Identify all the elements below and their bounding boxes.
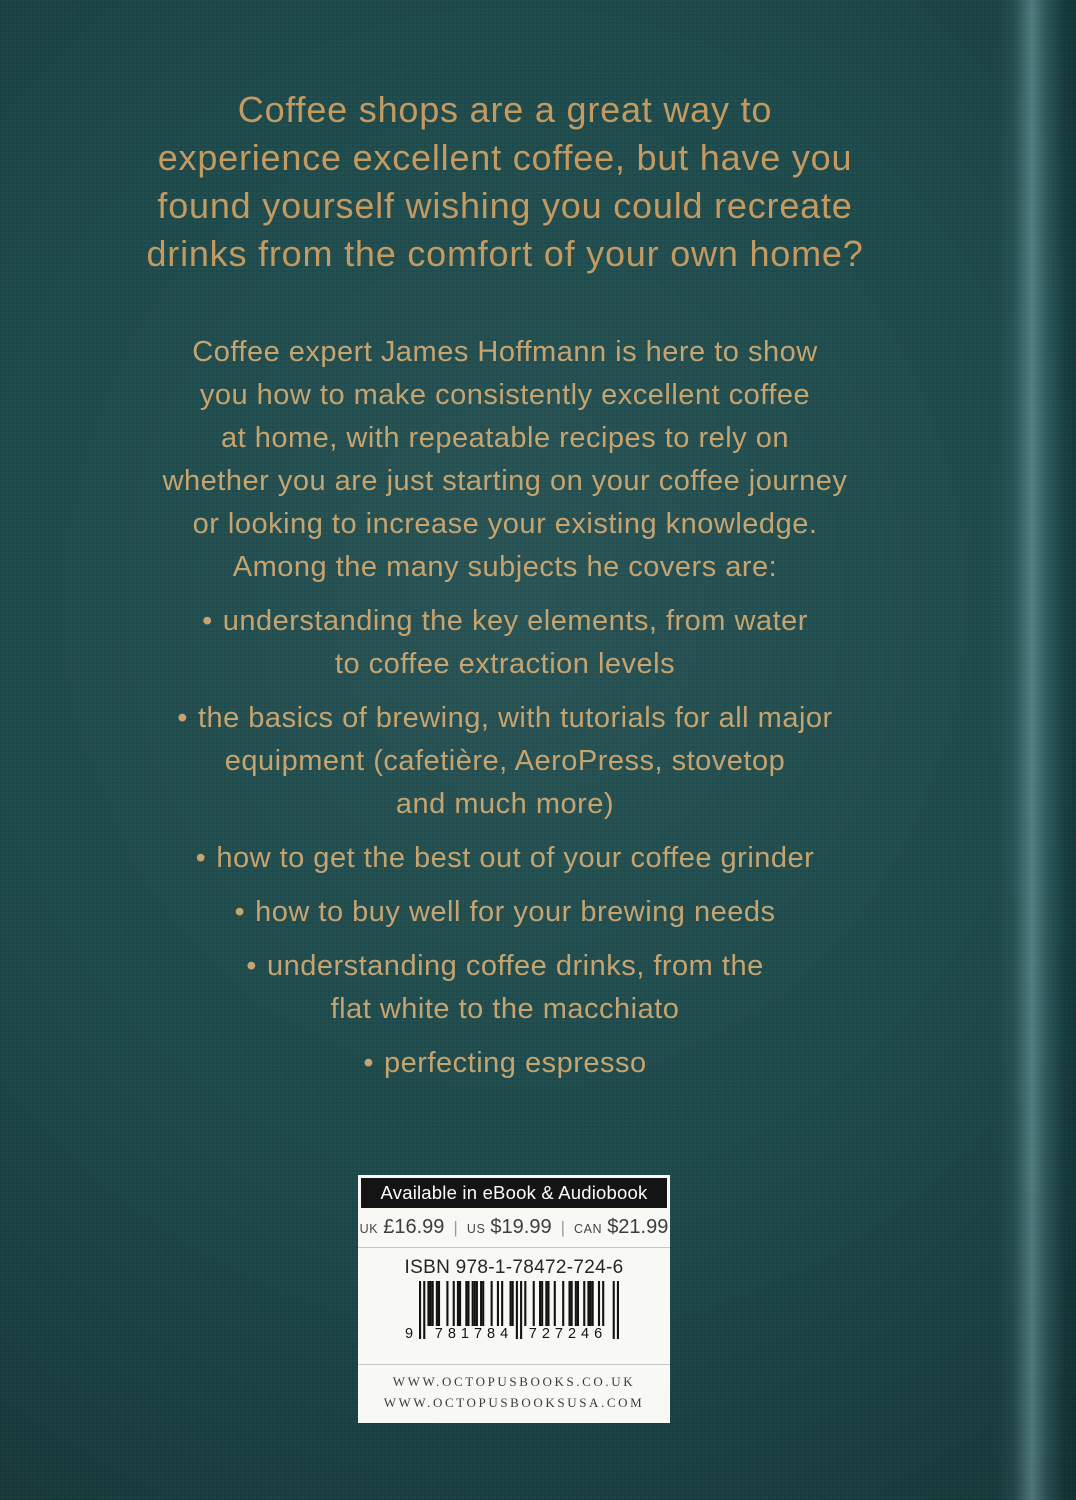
bullet-line xyxy=(25,837,985,880)
bullet-line: and much more) xyxy=(395,788,615,820)
price-region-label: CAN xyxy=(573,1222,603,1236)
bullet-item xyxy=(25,697,985,826)
bullet-line xyxy=(25,600,985,643)
isbn-number: ISBN 978-1-78472-724-6 xyxy=(404,1257,624,1278)
barcode-digits xyxy=(407,1326,621,1344)
price-region-label: UK xyxy=(359,1222,379,1236)
bullet-line: flat white to the macchiato xyxy=(330,993,680,1025)
intro-line: whether you are just starting on your coffee journey xyxy=(162,465,848,497)
bullet-line: to coffee extraction levels xyxy=(334,648,676,680)
price-amount: £16.99 xyxy=(383,1216,445,1238)
barcode xyxy=(407,1281,621,1357)
headline-line: experience excellent coffee, but have you xyxy=(157,137,853,178)
barcode-digit-group: 727246 xyxy=(528,1326,608,1342)
availability-text: Available in eBook & Audiobook xyxy=(380,1182,648,1203)
price-uk xyxy=(360,1216,445,1239)
bullet-dot: • xyxy=(246,950,257,982)
price-amount: $19.99 xyxy=(490,1216,552,1238)
bullet-line xyxy=(25,945,985,988)
cover-text-column xyxy=(25,0,985,1085)
bullet-item xyxy=(25,1042,985,1085)
bullet-dot: • xyxy=(234,896,246,928)
headline-line: found yourself wishing you could recreate xyxy=(157,185,853,226)
price-amount: $21.99 xyxy=(607,1216,669,1238)
bullet-list xyxy=(25,600,985,1085)
bullet-dot: • xyxy=(177,702,188,734)
availability-banner xyxy=(361,1178,667,1208)
bullet-line: equipment (cafetière, AeroPress, stovetop xyxy=(224,745,786,777)
intro-paragraph xyxy=(25,331,985,589)
bullet-text: understanding the key elements, from water xyxy=(222,605,808,637)
price-can xyxy=(574,1216,668,1239)
price-separator: | xyxy=(453,1217,458,1237)
bullet-text: the basics of brewing, with tutorials for all major xyxy=(197,702,833,734)
intro-line: Coffee expert James Hoffmann is here to show xyxy=(192,336,818,368)
headline xyxy=(25,86,985,278)
intro-line: at home, with repeatable recipes to rely on xyxy=(221,422,789,454)
bullet-item xyxy=(25,945,985,1031)
headline-line: Coffee shops are a great way to xyxy=(237,89,773,130)
bullet-text: how to get the best out of your coffee grinder xyxy=(216,842,815,874)
price-row xyxy=(358,1208,670,1248)
bullet-text: how to buy well for your brewing needs xyxy=(255,896,776,928)
bullet-item xyxy=(25,891,985,934)
bullet-line xyxy=(25,891,985,934)
price-region-label: US xyxy=(466,1222,486,1236)
barcode-digit-group: 781784 xyxy=(434,1326,514,1342)
intro-line: or looking to increase your existing knowledge. xyxy=(192,508,818,540)
publisher-url-usa: WWW.OCTOPUSBOOKSUSA.COM xyxy=(383,1395,645,1410)
bullet-dot: • xyxy=(202,605,213,637)
price-separator: | xyxy=(560,1217,565,1237)
bullet-line xyxy=(25,1042,985,1085)
intro-line: you how to make consistently excellent coffee xyxy=(199,379,811,411)
bullet-dot: • xyxy=(195,842,207,874)
price-us xyxy=(467,1216,552,1239)
barcode-digit-first: 9 xyxy=(405,1326,414,1342)
bullet-item xyxy=(25,600,985,686)
bullet-item xyxy=(25,837,985,880)
bullet-dot: • xyxy=(363,1047,375,1079)
intro-line: Among the many subjects he covers are: xyxy=(232,551,778,583)
bullet-line xyxy=(25,697,985,740)
publisher-url-uk: WWW.OCTOPUSBOOKS.CO.UK xyxy=(392,1374,636,1389)
bullet-text: understanding coffee drinks, from the xyxy=(266,950,764,982)
retail-info-box xyxy=(358,1175,670,1423)
bullet-text: perfecting espresso xyxy=(384,1047,647,1079)
book-edge-highlight xyxy=(996,0,1076,1500)
headline-line: drinks from the comfort of your own home? xyxy=(146,233,864,274)
publisher-urls xyxy=(358,1365,670,1423)
